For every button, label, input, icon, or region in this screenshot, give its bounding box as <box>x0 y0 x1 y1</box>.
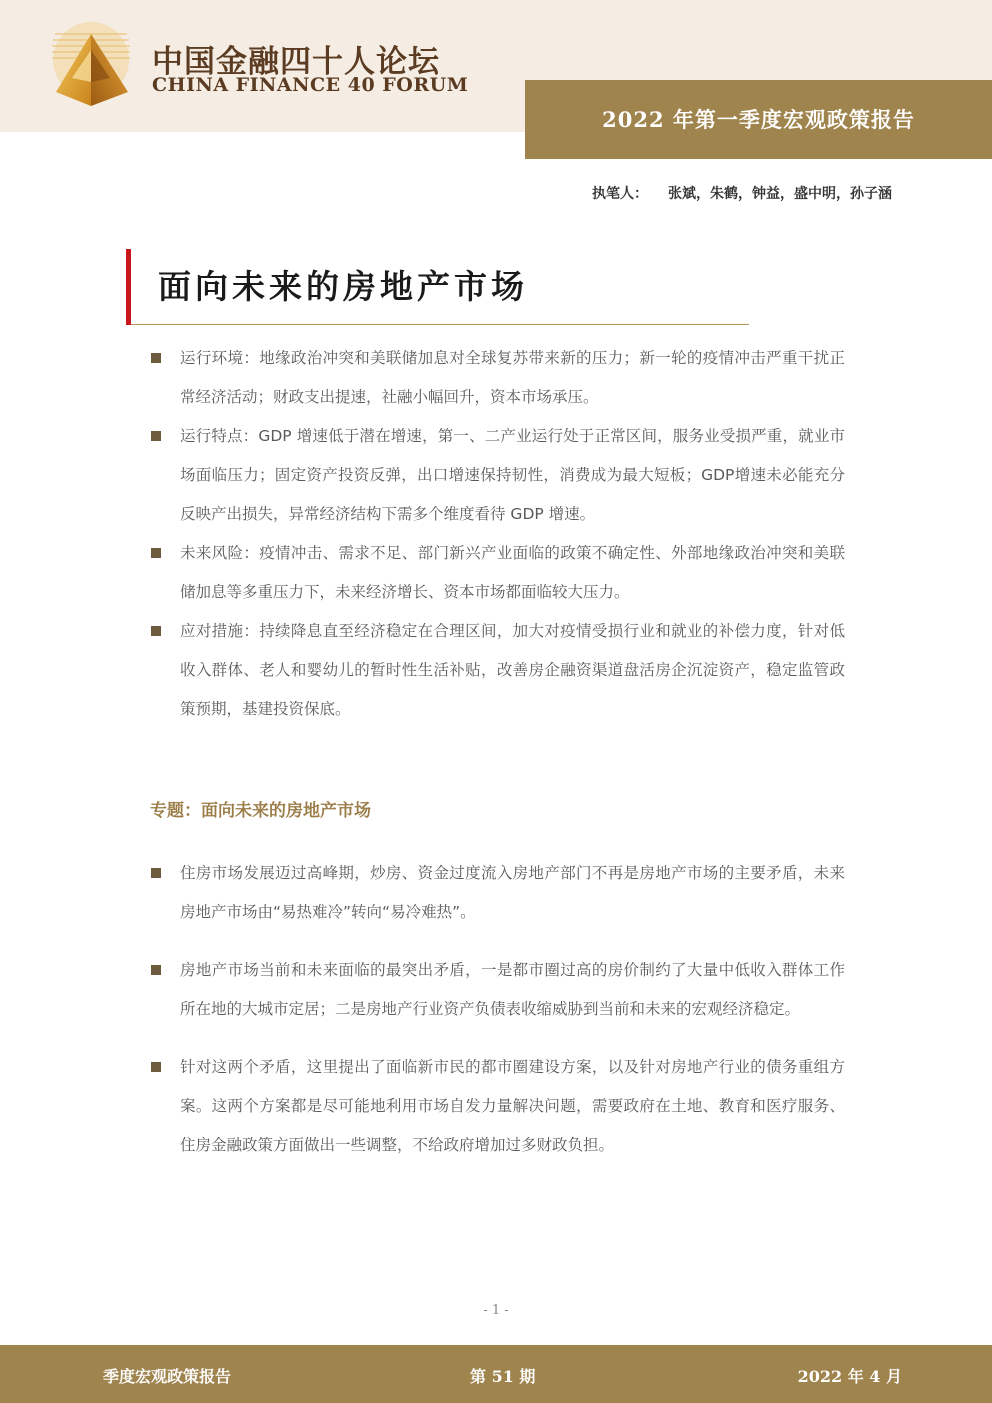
title-divider <box>131 324 749 325</box>
list-item <box>150 951 845 1029</box>
list-item <box>150 417 845 534</box>
topic-bullet-list <box>150 854 845 1184</box>
list-item <box>150 1048 845 1165</box>
square-bullet-icon <box>151 626 161 636</box>
footer-report-name: 季度宏观政策报告 <box>103 1367 232 1386</box>
bullet-text: 运行环境：地缘政治冲突和美联储加息对全球复苏带来新的压力；新一轮的疫情冲击严重干扰正常经济活动；财政支出提速，社融小幅回升，资本市场承压。 <box>180 349 845 406</box>
square-bullet-icon <box>151 965 161 975</box>
page-number: - 1 - <box>483 1303 509 1318</box>
square-bullet-icon <box>151 353 161 363</box>
summary-bullet-list <box>150 339 845 729</box>
report-title: 2022 年第一季度宏观政策报告 <box>602 107 915 132</box>
list-item <box>150 339 845 417</box>
footer-band <box>0 1345 992 1403</box>
footer-issue: 第 51 期 <box>470 1367 536 1386</box>
square-bullet-icon <box>151 431 161 441</box>
topic-heading: 专题：面向未来的房地产市场 <box>150 801 371 821</box>
authors-label: 执笔人： <box>592 186 648 202</box>
bullet-text: 针对这两个矛盾，这里提出了面临新市民的都市圈建设方案，以及针对房地产行业的债务重组方案。这两个方案都是尽可能地利用市场自发力量解决问题，需要政府在土地、教育和医疗服务、住房金融政策方面做出一些调整，不给政府增加过多财政负担。 <box>180 1058 845 1154</box>
authors-line <box>592 183 892 203</box>
list-item <box>150 534 845 612</box>
report-title-banner <box>525 80 992 159</box>
square-bullet-icon <box>151 548 161 558</box>
org-name-cn: 中国金融四十人论坛 <box>152 44 440 80</box>
bullet-text: 房地产市场当前和未来面临的最突出矛盾，一是都市圈过高的房价制约了大量中低收入群体工作所在地的大城市定居；二是房地产行业资产负债表收缩威胁到当前和未来的宏观经济稳定。 <box>180 961 845 1018</box>
gold-pyramid-logo-icon <box>50 20 132 110</box>
org-name-en: CHINA FINANCE 40 FORUM <box>152 74 469 96</box>
list-item <box>150 854 845 932</box>
bullet-text: 住房市场发展迈过高峰期，炒房、资金过度流入房地产部门不再是房地产市场的主要矛盾，未来房地产市场由“易热难冷”转向“易冷难热”。 <box>180 864 845 921</box>
page-title: 面向未来的房地产市场 <box>158 267 528 306</box>
bullet-text: 应对措施：持续降息直至经济稳定在合理区间，加大对疫情受损行业和就业的补偿力度，针对低收入群体、老人和婴幼儿的暂时性生活补贴，改善房企融资渠道盘活房企沉淀资产，稳定监管政策预期，基建投资保底。 <box>180 622 845 718</box>
bullet-text: 运行特点：GDP 增速低于潜在增速，第一、二产业运行处于正常区间，服务业受损严重，就业市场面临压力；固定资产投资反弹，出口增速保持韧性，消费成为最大短板；GDP增速未必能充分反映产出损失，异常经济结构下需多个维度看待 GDP 增速。 <box>180 427 845 523</box>
square-bullet-icon <box>151 1062 161 1072</box>
title-accent-bar <box>126 249 131 325</box>
list-item <box>150 612 845 729</box>
authors-names: 张斌，朱鹤，钟益，盛中明，孙子涵 <box>668 186 892 202</box>
bullet-text: 未来风险：疫情冲击、需求不足、部门新兴产业面临的政策不确定性、外部地缘政治冲突和美联储加息等多重压力下，未来经济增长、资本市场都面临较大压力。 <box>180 544 845 601</box>
footer-date: 2022 年 4 月 <box>797 1367 902 1386</box>
square-bullet-icon <box>151 868 161 878</box>
